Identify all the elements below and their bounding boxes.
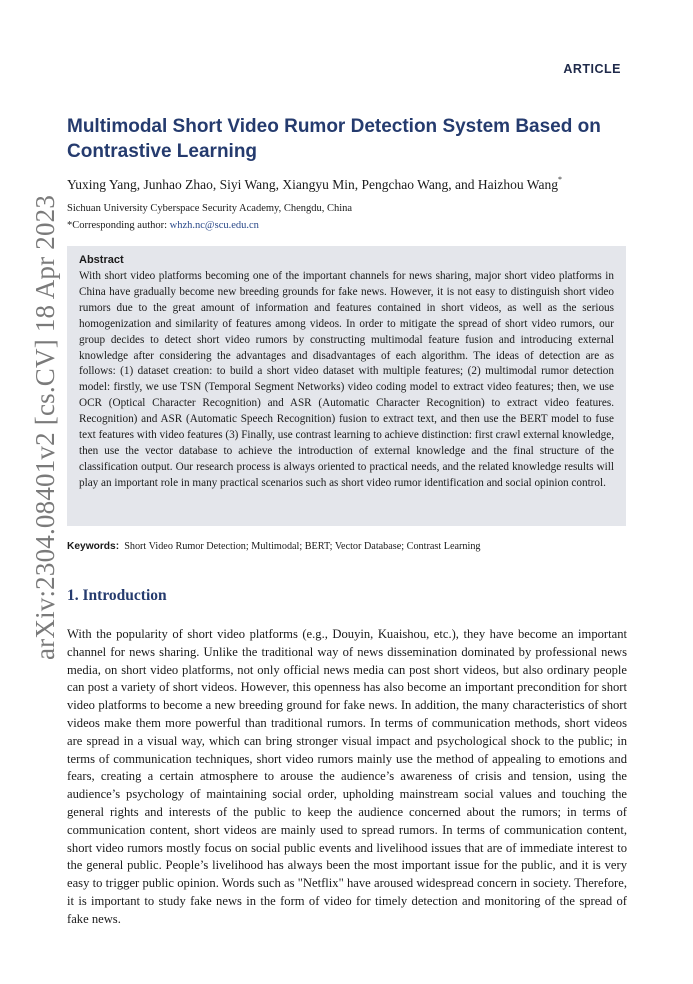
corresponding-label: *Corresponding author: xyxy=(67,220,170,231)
corresponding-email-link[interactable]: whzh.nc@scu.edu.cn xyxy=(169,220,259,231)
keywords xyxy=(67,541,627,552)
paper-title: Multimodal Short Video Rumor Detection System Based on Contrastive Learning xyxy=(67,116,601,162)
corresponding-author xyxy=(67,220,259,231)
keywords-text: Short Video Rumor Detection; Multimodal; BERT; Vector Database; Contrast Learning xyxy=(124,541,481,552)
author-list xyxy=(67,177,637,193)
abstract-title: Abstract xyxy=(79,254,124,266)
abstract-box xyxy=(67,246,626,526)
abstract-text: With short video platforms becoming one of the important channels for news sharing, major short video platforms in China have gradually become new breeding grounds for fake news. However, it is not easy to distinguish short video rumors due to the great amount of information and features contained in short videos, as well as the serious homogenization and similarity of features among videos. In order to mitigate the spread of short video rumors, our group decides to detect short video rumors by constructing multimodal feature fusion and introducing external knowledge after considering the advantages and disadvantages of each algorithm. The ideas of detection are as follows: (1) dataset creation: to build a short video dataset with multiple features; (2) multimodal rumor detection model: firstly, we use TSN (Temporal Segment Networks) video coding model to extract video features; then, we use OCR (Optical Character Recognition) and ASR (Automatic Character Recognition) to extract video features. Recognition) and ASR (Automatic Speech Recognition) fusion to extract text, and then use the BERT model to fuse text features with video features (3) Finally, use contrast learning to achieve distinction: first crawl external knowledge, then use the vector database to achieve the introduction of external knowledge and the final structure of the classification output. Our research process is always oriented to practical needs, and the related knowledge results will play an important role in many practical scenarios such as short video rumor identification and social opinion control. xyxy=(79,270,614,489)
article-type-label: ARTICLE xyxy=(563,62,621,76)
arxiv-identifier: arXiv:2304.08401v2 [cs.CV] 18 Apr 2023 xyxy=(30,194,60,660)
affiliation: Sichuan University Cyberspace Security Academy, Chengdu, China xyxy=(67,203,353,214)
section-heading-introduction: 1. Introduction xyxy=(67,587,167,604)
keywords-label: Keywords: xyxy=(67,541,120,552)
author-names: Yuxing Yang, Junhao Zhao, Siyi Wang, Xiangyu Min, Pengchao Wang, and Haizhou Wang xyxy=(67,177,558,192)
arxiv-sidebar xyxy=(10,180,60,660)
corresponding-mark: * xyxy=(557,175,562,184)
introduction-text: With the popularity of short video platforms (e.g., Douyin, Kuaishou, etc.), they have become an important channel for news sharing. Unlike the traditional way of news dissemination dominated by professional news media, on short video platforms, not only official news media can post short videos, but also ordinary people can post a variety of short videos. However, this openness has also become an important precondition for short video platforms to become a new breeding ground for fake news. In addition, the many characteristics of short videos make them more powerful than traditional rumors. In terms of communication methods, short videos are spread in a visual way, which can bring stronger visual impact and psychological shock to the public; in terms of communication techniques, short video rumors mainly use the method of appealing to emotions and fears, creating a certain atmosphere to arouse the audience’s awareness of crisis and tension, using the audience’s psychology of maintaining social order, upholding mainstream social values and touching the general rights and interests of the public to keep the audience concerned about the rumors; in terms of communication content, short videos are mainly used to spread rumors. In terms of communication content, short video rumors mostly focus on social public events and livelihood issues that are of immediate interest to the general public. People’s livelihood has always been the most important issue for the public, and it is very easy to trigger public opinion. Words such as "Netflix" have aroused widespread concern in society. Therefore, it is important to study fake news in the form of video for timely detection and monitoring of the spread of fake news. xyxy=(67,627,627,926)
